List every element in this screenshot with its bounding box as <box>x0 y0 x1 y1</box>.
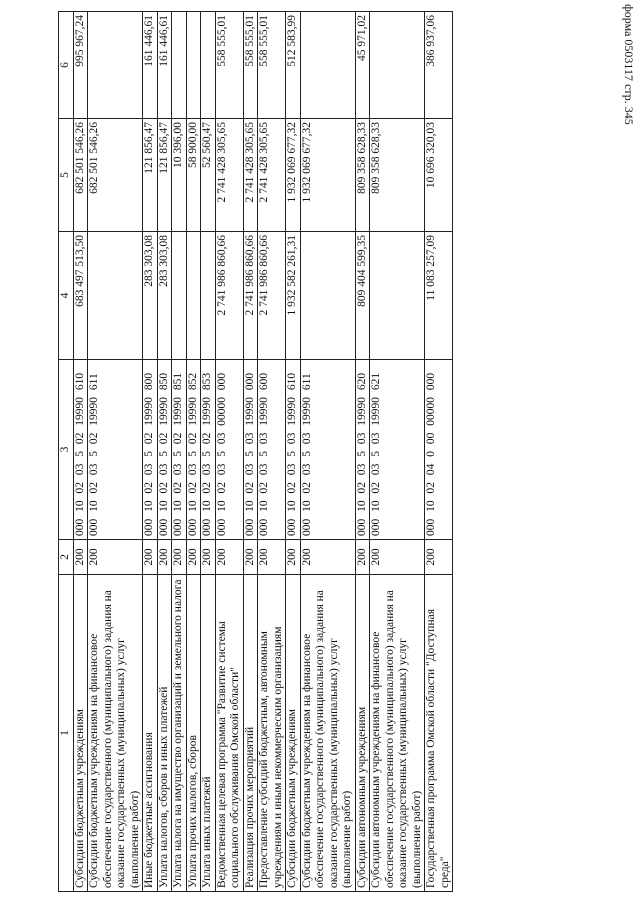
row-unexecuted: 161 446,61 <box>157 12 172 119</box>
row-kbk: 000 10 02 03 5 02 19990 853 <box>201 360 216 540</box>
table-row <box>258 12 286 892</box>
rotated-table-container <box>58 12 605 892</box>
row-name: Государственная программа Омской области "Доступная среда" <box>425 575 453 892</box>
row-unexecuted <box>172 12 187 119</box>
row-unexecuted: 386 937,06 <box>425 12 453 119</box>
row-kbk: 000 10 02 03 5 03 19990 600 <box>258 360 286 540</box>
row-name: Уплата налогов, сборов и иных платежей <box>157 575 172 892</box>
row-approved <box>370 232 425 360</box>
header-col-2: 2 <box>59 540 74 575</box>
table-row <box>243 12 258 892</box>
row-kbk: 000 10 02 03 5 03 19990 620 <box>355 360 370 540</box>
row-executed: 809 358 628,33 <box>355 119 370 232</box>
header-col-3: 3 <box>59 360 74 540</box>
row-kbk: 000 10 02 03 5 03 00000 000 <box>215 360 243 540</box>
row-kbk: 000 10 02 03 5 03 19990 611 <box>300 360 355 540</box>
row-name: Уплата налога на имущество организаций и земельного налога <box>172 575 187 892</box>
row-code: 200 <box>186 540 201 575</box>
row-name: Субсидии бюджетным учреждениям на финансовое обеспечение государственного (муниципального) задания на оказание государственных (муниципальных) услуг (выполнение работ) <box>300 575 355 892</box>
row-kbk: 000 10 02 03 5 02 19990 851 <box>172 360 187 540</box>
table-row <box>88 12 143 892</box>
row-approved: 2 741 986 860,66 <box>258 232 286 360</box>
row-unexecuted: 558 555,01 <box>258 12 286 119</box>
table-row <box>143 12 158 892</box>
row-executed: 10 696 320,03 <box>425 119 453 232</box>
table-row <box>186 12 201 892</box>
row-unexecuted <box>370 12 425 119</box>
row-unexecuted: 161 446,61 <box>143 12 158 119</box>
row-executed: 2 741 428 305,65 <box>243 119 258 232</box>
row-kbk: 000 10 02 03 5 03 19990 610 <box>286 360 301 540</box>
table-row <box>73 12 88 892</box>
header-col-4: 4 <box>59 232 74 360</box>
row-code: 200 <box>243 540 258 575</box>
row-approved: 809 404 599,35 <box>355 232 370 360</box>
row-code: 200 <box>300 540 355 575</box>
row-kbk: 000 10 02 03 5 03 19990 000 <box>243 360 258 540</box>
table-row <box>215 12 243 892</box>
row-approved: 1 932 582 261,31 <box>286 232 301 360</box>
form-label: форма 0503117 стр. 345 <box>622 4 636 125</box>
row-kbk: 000 10 02 03 5 03 19990 621 <box>370 360 425 540</box>
row-executed: 1 932 069 677,32 <box>286 119 301 232</box>
row-approved <box>172 232 187 360</box>
row-unexecuted <box>300 12 355 119</box>
row-code: 200 <box>286 540 301 575</box>
header-row <box>59 12 74 892</box>
row-code: 200 <box>215 540 243 575</box>
row-executed: 121 856,47 <box>143 119 158 232</box>
header-col-6: 6 <box>59 12 74 119</box>
row-unexecuted: 45 971,02 <box>355 12 370 119</box>
row-kbk: 000 10 02 03 5 02 19990 610 <box>73 360 88 540</box>
row-executed: 10 396,00 <box>172 119 187 232</box>
row-code: 200 <box>201 540 216 575</box>
table-row <box>425 12 453 892</box>
row-executed: 682 501 546,26 <box>88 119 143 232</box>
row-approved <box>186 232 201 360</box>
row-code: 200 <box>172 540 187 575</box>
row-approved: 683 497 513,50 <box>73 232 88 360</box>
table-row <box>370 12 425 892</box>
row-name: Субсидии бюджетным учреждениям <box>286 575 301 892</box>
row-code: 200 <box>88 540 143 575</box>
row-name: Субсидии автономным учреждениям <box>355 575 370 892</box>
row-name: Иные бюджетные ассигнования <box>143 575 158 892</box>
row-executed: 121 856,47 <box>157 119 172 232</box>
row-name: Ведомственная целевая программа "Развитие системы социального обслуживания Омской области" <box>215 575 243 892</box>
row-approved: 283 303,08 <box>143 232 158 360</box>
row-executed: 2 741 428 305,65 <box>215 119 243 232</box>
row-approved: 283 303,08 <box>157 232 172 360</box>
row-approved: 11 083 257,09 <box>425 232 453 360</box>
row-name: Уплата иных платежей <box>201 575 216 892</box>
row-code: 200 <box>258 540 286 575</box>
row-approved <box>88 232 143 360</box>
table-row <box>157 12 172 892</box>
row-name: Предоставление субсидий бюджетным, автономным учреждениям и иным некоммерческим организациям <box>258 575 286 892</box>
row-approved <box>300 232 355 360</box>
row-executed: 58 900,00 <box>186 119 201 232</box>
row-executed: 1 932 069 677,32 <box>300 119 355 232</box>
row-name: Субсидии автономным учреждениям на финансовое обеспечение государственного (муниципального) задания на оказание государственных (муниципальных) услуг (выполнение работ) <box>370 575 425 892</box>
row-code: 200 <box>157 540 172 575</box>
table-row <box>172 12 187 892</box>
row-code: 200 <box>143 540 158 575</box>
row-code: 200 <box>425 540 453 575</box>
row-kbk: 000 10 02 03 5 02 19990 850 <box>157 360 172 540</box>
row-code: 200 <box>355 540 370 575</box>
row-unexecuted: 558 555,01 <box>243 12 258 119</box>
header-col-1: 1 <box>59 575 74 892</box>
row-unexecuted <box>88 12 143 119</box>
row-approved: 2 741 986 860,66 <box>243 232 258 360</box>
row-unexecuted: 558 555,01 <box>215 12 243 119</box>
row-approved <box>201 232 216 360</box>
row-unexecuted: 512 583,99 <box>286 12 301 119</box>
budget-table <box>58 11 453 892</box>
header-col-5: 5 <box>59 119 74 232</box>
row-code: 200 <box>370 540 425 575</box>
row-executed: 809 358 628,33 <box>370 119 425 232</box>
row-kbk: 000 10 02 03 5 02 19990 800 <box>143 360 158 540</box>
row-approved: 2 741 986 860,66 <box>215 232 243 360</box>
row-executed: 682 501 546,26 <box>73 119 88 232</box>
row-name: Реализация прочих мероприятий <box>243 575 258 892</box>
row-name: Субсидии бюджетным учреждениям <box>73 575 88 892</box>
row-kbk: 000 10 02 03 5 02 19990 611 <box>88 360 143 540</box>
table-row <box>355 12 370 892</box>
row-unexecuted <box>201 12 216 119</box>
table-row <box>201 12 216 892</box>
row-unexecuted <box>186 12 201 119</box>
row-name: Уплата прочих налогов, сборов <box>186 575 201 892</box>
row-unexecuted: 995 967,24 <box>73 12 88 119</box>
table-row <box>286 12 301 892</box>
row-kbk: 000 10 02 04 0 00 00000 000 <box>425 360 453 540</box>
row-code: 200 <box>73 540 88 575</box>
row-kbk: 000 10 02 03 5 02 19990 852 <box>186 360 201 540</box>
row-executed: 52 560,47 <box>201 119 216 232</box>
table-row <box>300 12 355 892</box>
row-executed: 2 741 428 305,65 <box>258 119 286 232</box>
row-name: Субсидии бюджетным учреждениям на финансовое обеспечение государственного (муниципального) задания на оказание государственных (муниципальных) услуг (выполнение работ) <box>88 575 143 892</box>
